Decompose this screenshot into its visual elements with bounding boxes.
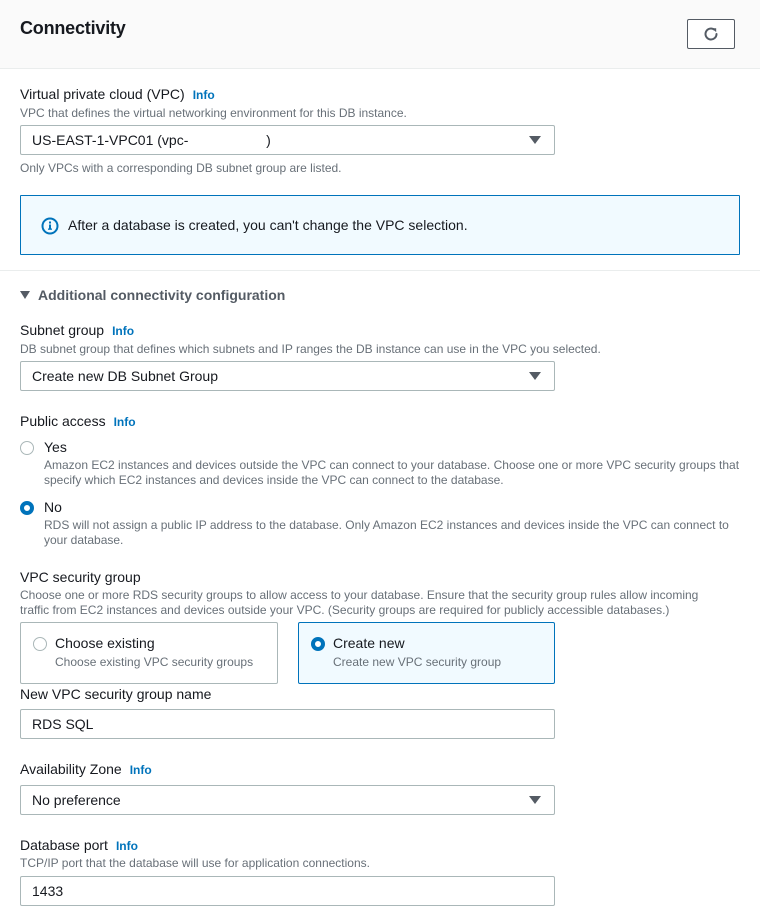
section-header [0, 0, 760, 69]
subnet-group-label: Subnet group [20, 322, 105, 338]
choose-existing-tile[interactable] [20, 622, 278, 684]
caret-down-icon [529, 372, 541, 380]
public-access-info-link[interactable]: Info [113, 415, 136, 429]
section-title: Connectivity [20, 18, 126, 38]
subnet-group-label-row [20, 322, 134, 338]
create-new-description: Create new VPC security group [333, 655, 502, 669]
create-new-radio[interactable] [311, 637, 325, 651]
choose-existing-title: Choose existing [55, 635, 155, 651]
public-access-no-radio[interactable] [20, 501, 34, 515]
database-port-label: Database port [20, 837, 108, 853]
new-sg-name-input[interactable] [20, 709, 555, 739]
alert-text: After a database is created, you can't change the VPC selection. [68, 217, 468, 233]
public-access-no-description-2: your database. [44, 533, 124, 547]
vpc-description: VPC that defines the virtual networking environment for this DB instance. [20, 106, 407, 120]
caret-down-icon [20, 291, 30, 299]
vpc-info-link[interactable]: Info [192, 88, 215, 102]
public-access-yes-description-2: specify which EC2 instances and devices inside the VPC can connect to the database. [44, 473, 504, 487]
availability-zone-select-value: No preference [32, 792, 121, 808]
database-port-description: TCP/IP port that the database will use for application connections. [20, 856, 370, 870]
vpc-info-alert [20, 195, 740, 255]
expander-label: Additional connectivity configuration [38, 287, 286, 303]
public-access-no-description-1: RDS will not assign a public IP address to the database. Only Amazon EC2 instances and devices inside the VPC can connect to [44, 518, 729, 532]
vpc-select[interactable] [20, 125, 555, 155]
vpc-hint: Only VPCs with a corresponding DB subnet group are listed. [20, 161, 342, 175]
subnet-group-description: DB subnet group that defines which subnets and IP ranges the DB instance can use in the VPC you selected. [20, 342, 601, 356]
caret-down-icon [529, 136, 541, 144]
public-access-no-label[interactable]: No [44, 499, 62, 515]
vpc-label-row [20, 86, 215, 102]
database-port-info-link[interactable]: Info [115, 839, 138, 853]
create-new-tile[interactable] [298, 622, 555, 684]
public-access-yes-radio[interactable] [20, 441, 34, 455]
availability-zone-label-row [20, 761, 152, 777]
subnet-group-select-value: Create new DB Subnet Group [32, 368, 218, 384]
security-group-label: VPC security group [20, 569, 141, 585]
refresh-icon [702, 25, 720, 43]
vpc-select-value: US-EAST-1-VPC01 (vpc- ) [32, 132, 271, 148]
refresh-button[interactable] [687, 19, 735, 49]
new-sg-name-label: New VPC security group name [20, 686, 212, 702]
security-group-description-2: traffic from EC2 instances and devices outside your VPC. (Security groups are required for publicly accessible databases.) [20, 603, 670, 617]
availability-zone-info-link[interactable]: Info [129, 763, 152, 777]
availability-zone-select[interactable] [20, 785, 555, 815]
choose-existing-radio[interactable] [33, 637, 47, 651]
database-port-label-row [20, 837, 138, 853]
security-group-description-1: Choose one or more RDS security groups to allow access to your database. Ensure that the security group rules allow incoming [20, 588, 699, 602]
additional-connectivity-expander[interactable] [20, 287, 285, 303]
public-access-label-row [20, 413, 136, 429]
public-access-yes-label[interactable]: Yes [44, 439, 67, 455]
choose-existing-description: Choose existing VPC security groups [55, 655, 254, 669]
subnet-group-info-link[interactable]: Info [112, 324, 135, 338]
availability-zone-label: Availability Zone [20, 761, 122, 777]
public-access-label: Public access [20, 413, 106, 429]
section-divider [0, 270, 760, 271]
info-circle-icon [41, 217, 59, 235]
caret-down-icon [529, 796, 541, 804]
public-access-yes-description-1: Amazon EC2 instances and devices outside the VPC can connect to your database. Choose one or more VPC security groups that [44, 458, 740, 472]
subnet-group-select[interactable] [20, 361, 555, 391]
database-port-input[interactable] [20, 876, 555, 906]
vpc-label: Virtual private cloud (VPC) [20, 86, 185, 102]
create-new-title: Create new [333, 635, 405, 651]
